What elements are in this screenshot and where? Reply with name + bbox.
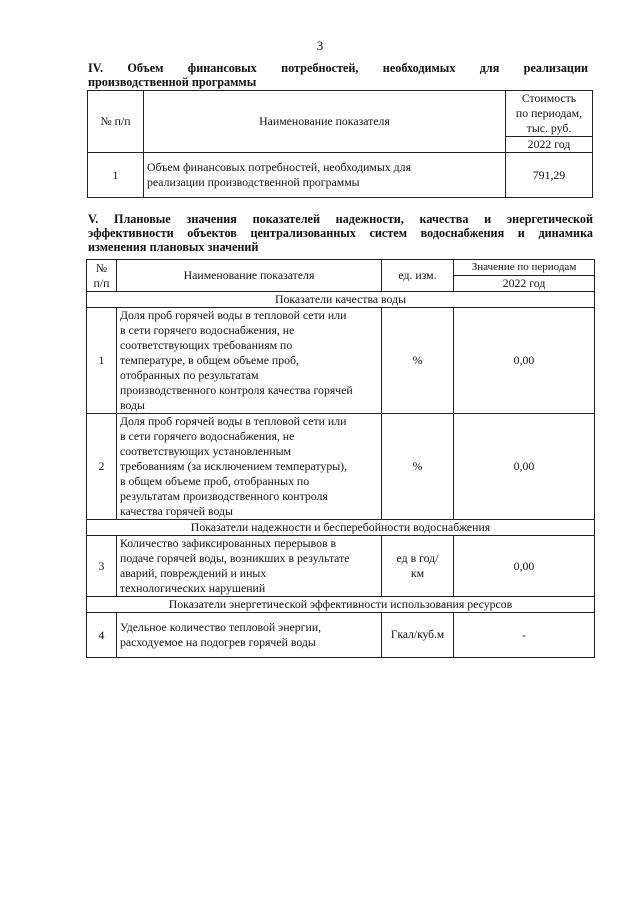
row-name-line: технологических нарушений (120, 581, 266, 595)
category-energy: Показатели энергетической эффективности использования ресурсов (87, 597, 595, 613)
table-header-row (88, 91, 593, 137)
header-num: № п/п (88, 91, 144, 153)
category-reliability: Показатели надежности и бесперебойности водоснабжения (87, 520, 595, 536)
header-num-line1: № (95, 260, 108, 275)
header-num-line2: п/п (93, 275, 110, 290)
row-unit-line1: ед в год/ (396, 551, 439, 565)
row-num: 4 (87, 613, 117, 658)
section-4-heading (88, 61, 588, 89)
category-row (87, 597, 595, 613)
header-period: 2022 год (506, 137, 593, 153)
category-quality: Показатели качества воды (87, 292, 595, 308)
row-name-line: в общем объеме проб, отобранных по (120, 474, 310, 488)
header-cost-line1: Стоимость (521, 91, 577, 105)
table-row (87, 536, 595, 597)
row-unit: % (382, 414, 454, 520)
financial-needs-table (87, 90, 593, 198)
category-row (87, 520, 595, 536)
row-name (144, 153, 506, 198)
row-name-line: результатам производственного контроля (120, 489, 328, 503)
page-number: 3 (316, 38, 324, 53)
row-name-line: Доля проб горячей воды в тепловой сети или (120, 414, 347, 428)
row-unit: % (382, 308, 454, 414)
table-row (87, 308, 595, 414)
row-name-line: соответствующих установленным (120, 444, 292, 458)
row-name-line: Количество зафиксированных перерывов в (120, 536, 337, 550)
section-5-heading (88, 212, 593, 254)
row-unit-line2: км (410, 566, 425, 580)
row-name (117, 308, 382, 414)
row-name-line: аварий, повреждений и иных (120, 566, 267, 580)
header-period: 2022 год (454, 276, 595, 292)
section-4-heading-line2: производственной программы (88, 75, 257, 89)
row-num: 1 (87, 308, 117, 414)
category-row (87, 292, 595, 308)
header-name: Наименование показателя (144, 91, 506, 153)
row-num: 1 (88, 153, 144, 198)
header-value: Значение по периодам (454, 260, 595, 276)
header-cost (506, 91, 593, 137)
table-row (87, 613, 595, 658)
row-num: 3 (87, 536, 117, 597)
row-name (117, 613, 382, 658)
row-name-line: Доля проб горячей воды в тепловой сети или (120, 308, 347, 322)
header-num (87, 260, 117, 292)
header-name: Наименование показателя (117, 260, 382, 292)
section-5-heading-line2: эффективности объектов централизованных систем водоснабжения и динамика (88, 226, 593, 240)
row-name-line: качества горячей воды (120, 504, 233, 518)
row-value: 0,00 (454, 308, 595, 414)
row-unit: Гкал/куб.м (382, 613, 454, 658)
row-name-line: требованиям (за исключением температуры), (120, 459, 348, 473)
row-name-line: в сети горячего водоснабжения, не (120, 429, 295, 443)
row-name-line: подаче горячей воды, возникших в результате (120, 551, 350, 565)
row-value: 0,00 (454, 414, 595, 520)
row-value: 0,00 (454, 536, 595, 597)
header-cost-line3: тыс. руб. (526, 121, 572, 135)
row-unit (382, 536, 454, 597)
row-name (117, 536, 382, 597)
row-name-line: расходуемое на подогрев горячей воды (120, 635, 316, 649)
table-row (87, 414, 595, 520)
header-unit: ед. изм. (382, 260, 454, 292)
row-name-line: температуре, в общем объеме проб, (120, 353, 299, 367)
section-5-heading-line1: V. Плановые значения показателей надежности, качества и энергетической (88, 212, 593, 226)
table-row (88, 153, 593, 198)
row-name-line: отобранных по результатам (120, 368, 259, 382)
indicators-table (86, 259, 595, 658)
row-num: 2 (87, 414, 117, 520)
header-cost-line2: по периодам, (515, 106, 583, 120)
row-value: - (454, 613, 595, 658)
row-name-line: Удельное количество тепловой энергии, (120, 620, 322, 634)
section-5-heading-line3: изменения плановых значений (88, 240, 259, 254)
row-name-line: в сети горячего водоснабжения, не (120, 323, 295, 337)
section-4-heading-line1: IV. Объем финансовых потребностей, необходимых для реализации (88, 61, 588, 75)
row-name-line: соответствующих требованиям по (120, 338, 293, 352)
row-value: 791,29 (506, 153, 593, 198)
row-name (117, 414, 382, 520)
row-name-line: производственного контроля качества горячей (120, 383, 353, 397)
table-header-row (87, 260, 595, 276)
row-name-line: воды (120, 398, 145, 412)
row-name-line1: Объем финансовых потребностей, необходимых для (147, 160, 411, 174)
row-name-line2: реализации производственной программы (147, 175, 360, 189)
